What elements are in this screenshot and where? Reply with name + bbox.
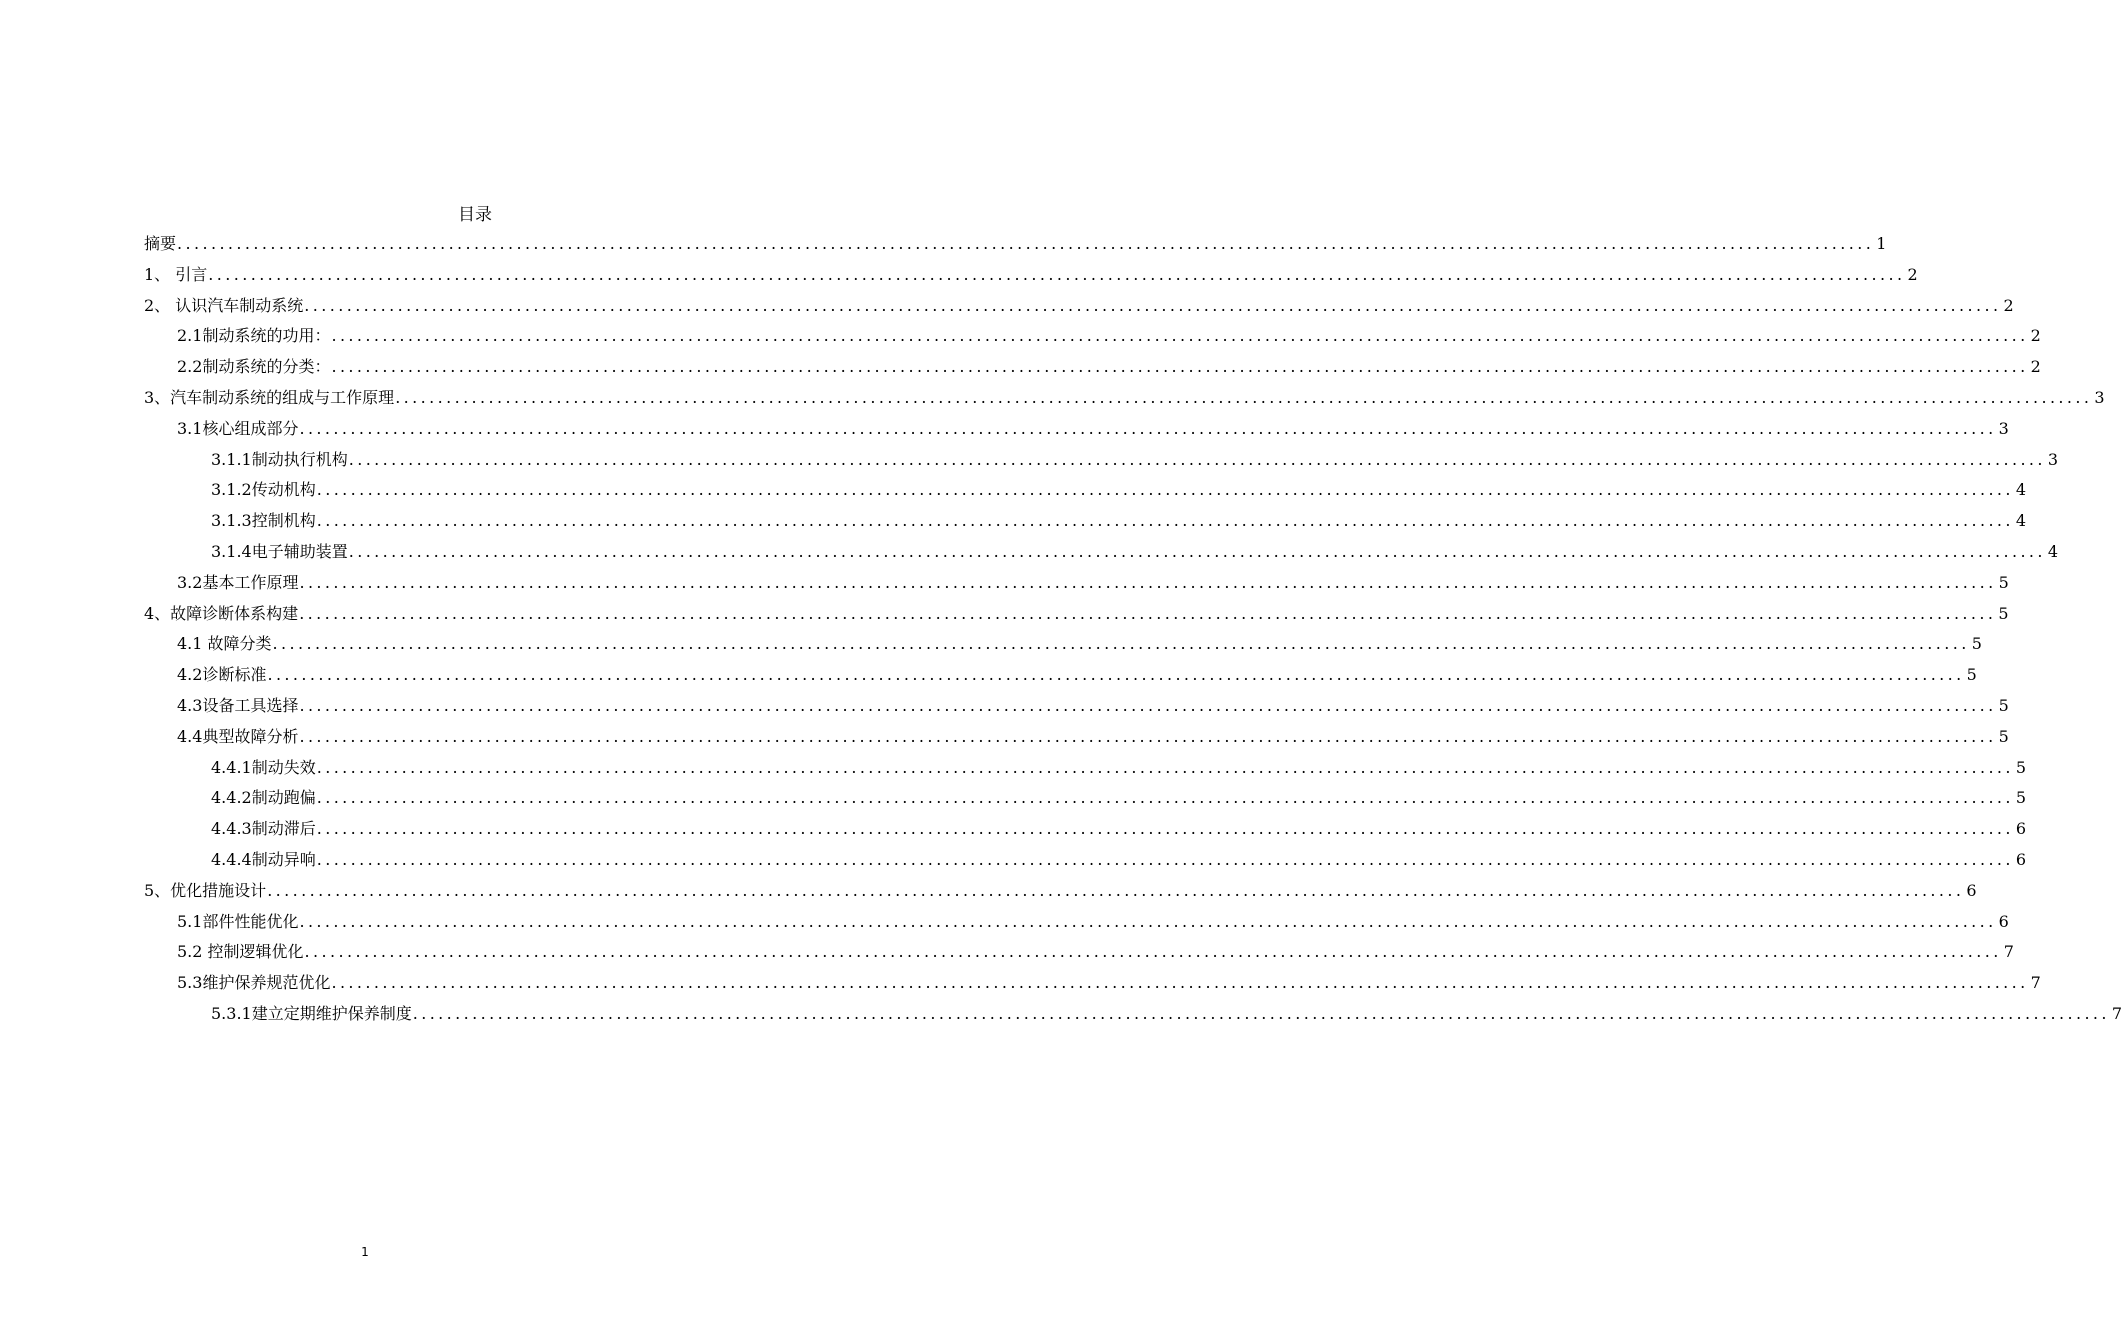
toc-entry-text: 5.3.1建立定期维护保养制度 bbox=[211, 1004, 412, 1023]
toc-dot-leader: ........................................................................................................................................................................................................ bbox=[299, 726, 1997, 746]
toc-dot-leader: ........................................................................................................................................................................................................ bbox=[316, 757, 2014, 777]
toc-entry-text: 2、 认识汽车制动系统 bbox=[144, 295, 304, 315]
toc-entry[interactable] bbox=[177, 414, 2009, 444]
toc-dot-leader: ........................................................................................................................................................................................................ bbox=[316, 511, 2014, 531]
toc-entry[interactable] bbox=[177, 352, 2041, 382]
toc-entry-text: 2.2制动系统的分类： bbox=[177, 357, 331, 377]
toc-entry-page-number: 2 bbox=[1907, 264, 1918, 284]
toc-entry-text: 3.1.1制动执行机构 bbox=[211, 449, 348, 469]
toc-entry-text: 4.1 故障分类 bbox=[177, 634, 272, 654]
toc-dot-leader: ........................................................................................................................................................................................................ bbox=[299, 603, 1997, 623]
toc-entry-page-number: 6 bbox=[1966, 880, 1977, 900]
toc-entry-text: 4.4.4制动异响 bbox=[211, 850, 316, 869]
toc-entry-page-number: 2 bbox=[2003, 295, 2014, 315]
toc-entry-page-number: 2 bbox=[2030, 326, 2041, 346]
toc-dot-leader: ........................................................................................................................................................................................................ bbox=[299, 418, 1997, 438]
toc-entry[interactable] bbox=[144, 291, 2014, 321]
toc-entry-page-number: 4 bbox=[2015, 511, 2027, 531]
toc-entry[interactable] bbox=[177, 568, 2009, 598]
toc-entry-text: 4.4.3制动滞后 bbox=[211, 819, 316, 839]
toc-dot-leader: ........................................................................................................................................................................................................ bbox=[299, 572, 1997, 592]
toc-dot-leader: ........................................................................................................................................................................................................ bbox=[395, 388, 2093, 407]
toc-dot-leader: ........................................................................................................................................................................................................ bbox=[304, 295, 2002, 315]
toc-dot-leader: ........................................................................................................................................................................................................ bbox=[331, 973, 2029, 993]
toc-entry-text: 3.1.2传动机构 bbox=[211, 480, 316, 500]
toc-entry[interactable] bbox=[211, 999, 2122, 1029]
toc-dot-leader: ........................................................................................................................................................................................................ bbox=[299, 696, 1997, 715]
toc-entry[interactable] bbox=[211, 475, 2027, 505]
toc-entry[interactable] bbox=[177, 907, 2009, 937]
toc-dot-leader: ........................................................................................................................................................................................................ bbox=[316, 788, 2014, 808]
toc-entry[interactable] bbox=[144, 876, 1977, 906]
toc-entry[interactable] bbox=[177, 968, 2041, 998]
toc-entry-page-number: 7 bbox=[2003, 942, 2014, 962]
toc-dot-leader: ........................................................................................................................................................................................................ bbox=[304, 942, 2002, 962]
toc-entry-text: 5、优化措施设计 bbox=[144, 880, 267, 900]
toc-entry[interactable] bbox=[144, 260, 1918, 290]
toc-entry-page-number: 5 bbox=[1998, 572, 2009, 592]
toc-entry-page-number: 3 bbox=[1998, 418, 2009, 438]
toc-entry-text: 4.3设备工具选择 bbox=[177, 696, 299, 715]
toc-dot-leader: ........................................................................................................................................................................................................ bbox=[267, 880, 1965, 900]
toc-entry-page-number: 3 bbox=[2047, 449, 2059, 469]
toc-entry-text: 3.2基本工作原理 bbox=[177, 572, 299, 592]
toc-entry-page-number: 5 bbox=[2015, 757, 2027, 777]
toc-entry-text: 4.4.1制动失效 bbox=[211, 757, 316, 777]
toc-dot-leader: ........................................................................................................................................................................................................ bbox=[348, 449, 2046, 469]
toc-entry-text: 4.4典型故障分析 bbox=[177, 726, 299, 746]
toc-entry-page-number: 6 bbox=[2015, 819, 2027, 839]
toc-dot-leader: ........................................................................................................................................................................................................ bbox=[316, 480, 2014, 500]
toc-entry-page-number: 5 bbox=[2015, 788, 2027, 808]
toc-entry-page-number: 7 bbox=[2030, 973, 2041, 993]
toc-dot-leader: ........................................................................................................................................................................................................ bbox=[331, 326, 2029, 346]
toc-entry-text: 5.1部件性能优化 bbox=[177, 911, 299, 931]
toc-entry[interactable] bbox=[177, 937, 2014, 967]
toc-entry-page-number: 5 bbox=[1998, 603, 2009, 623]
toc-entry[interactable] bbox=[211, 445, 2059, 475]
toc-entry[interactable] bbox=[144, 599, 2009, 629]
toc-dot-leader: ........................................................................................................................................................................................................ bbox=[177, 234, 1875, 253]
toc-entry-page-number: 3 bbox=[2094, 388, 2105, 407]
toc-entry-page-number: 7 bbox=[2111, 1004, 2122, 1023]
toc-entry-page-number: 4 bbox=[2047, 542, 2059, 561]
toc-dot-leader: ........................................................................................................................................................................................................ bbox=[299, 911, 1997, 931]
toc-entry[interactable] bbox=[177, 691, 2009, 721]
toc-entry-text: 4.2诊断标准 bbox=[177, 665, 267, 685]
toc-entry[interactable] bbox=[177, 660, 1977, 690]
toc-dot-leader: ........................................................................................................................................................................................................ bbox=[412, 1004, 2110, 1023]
footer-page-number: 1 bbox=[361, 1245, 369, 1259]
toc-entry-text: 4、故障诊断体系构建 bbox=[144, 603, 299, 623]
toc-entry[interactable] bbox=[177, 629, 1982, 659]
toc-entry-page-number: 5 bbox=[1966, 665, 1977, 685]
toc-entry[interactable] bbox=[211, 783, 2027, 813]
toc-entry-page-number: 5 bbox=[1998, 696, 2009, 715]
toc-entry-page-number: 4 bbox=[2015, 480, 2027, 500]
toc-entry-page-number: 6 bbox=[2015, 850, 2027, 869]
toc-entry[interactable] bbox=[211, 506, 2027, 536]
toc-entry-text: 5.2 控制逻辑优化 bbox=[177, 942, 304, 962]
toc-entry-page-number: 5 bbox=[1971, 634, 1982, 654]
toc-dot-leader: ........................................................................................................................................................................................................ bbox=[267, 665, 1965, 685]
toc-entry[interactable] bbox=[144, 383, 2105, 413]
toc-entry-page-number: 1 bbox=[1876, 234, 1887, 253]
toc-entry-text: 2.1制动系统的功用： bbox=[177, 326, 331, 346]
toc-entry-text: 摘要 bbox=[144, 234, 177, 253]
toc-entry[interactable] bbox=[177, 321, 2041, 351]
toc-entry[interactable] bbox=[211, 845, 2027, 875]
toc-title: 目录 bbox=[458, 205, 492, 225]
toc-dot-leader: ........................................................................................................................................................................................................ bbox=[331, 357, 2029, 377]
toc-entry-text: 3.1核心组成部分 bbox=[177, 418, 299, 438]
toc-dot-leader: ........................................................................................................................................................................................................ bbox=[316, 819, 2014, 839]
toc-dot-leader: ........................................................................................................................................................................................................ bbox=[348, 542, 2046, 561]
toc-entry[interactable] bbox=[211, 537, 2059, 567]
toc-entry-text: 3.1.4电子辅助装置 bbox=[211, 542, 348, 561]
toc-entry[interactable] bbox=[177, 722, 2009, 752]
toc-entry-text: 4.4.2制动跑偏 bbox=[211, 788, 316, 808]
toc-entry[interactable] bbox=[211, 753, 2027, 783]
toc-entry-text: 3、汽车制动系统的组成与工作原理 bbox=[144, 388, 395, 407]
toc-entry-page-number: 6 bbox=[1998, 911, 2009, 931]
toc-dot-leader: ........................................................................................................................................................................................................ bbox=[208, 264, 1906, 284]
toc-entry-text: 5.3维护保养规范优化 bbox=[177, 973, 331, 993]
toc-entry[interactable] bbox=[211, 814, 2027, 844]
toc-entry-text: 1、 引言 bbox=[144, 264, 208, 284]
toc-entry-page-number: 2 bbox=[2030, 357, 2041, 377]
toc-entry[interactable] bbox=[144, 229, 1887, 259]
toc-dot-leader: ........................................................................................................................................................................................................ bbox=[272, 634, 1970, 654]
toc-dot-leader: ........................................................................................................................................................................................................ bbox=[316, 850, 2014, 869]
toc-entry-text: 3.1.3控制机构 bbox=[211, 511, 316, 531]
toc-entry-page-number: 5 bbox=[1998, 726, 2009, 746]
